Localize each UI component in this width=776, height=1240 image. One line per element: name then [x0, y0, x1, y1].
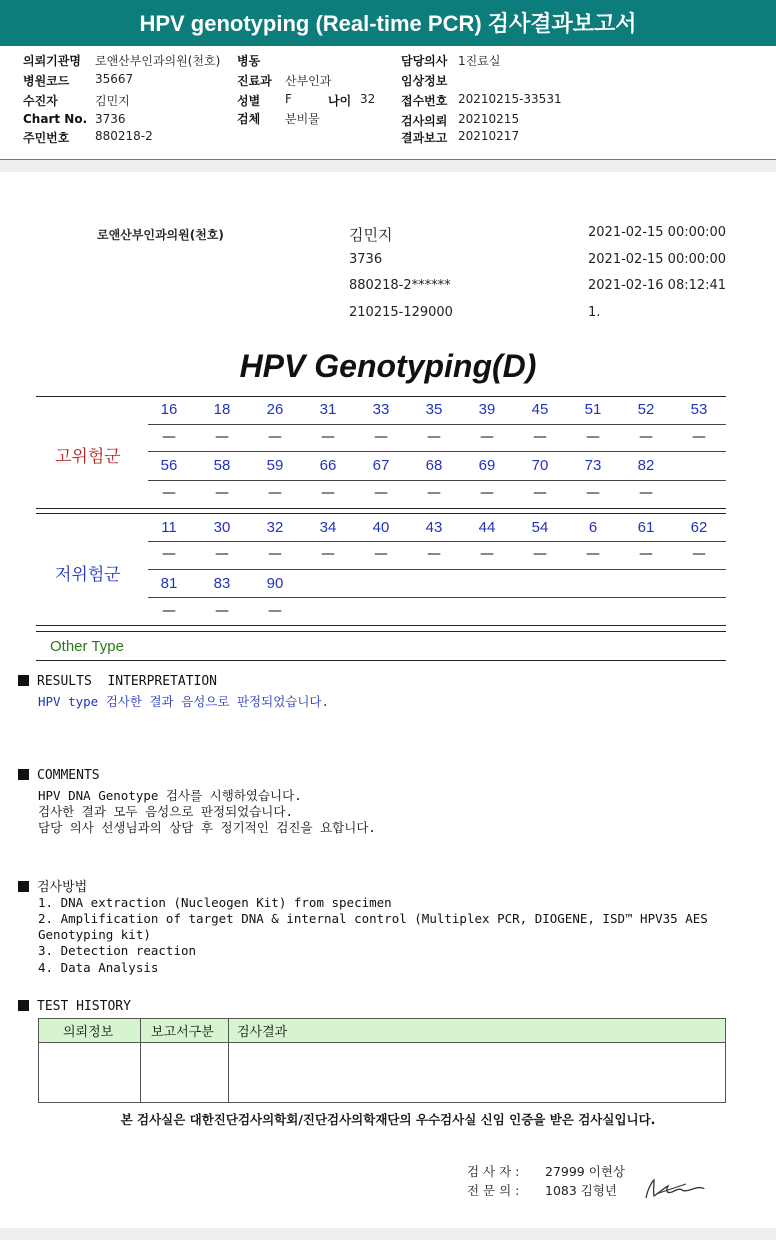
genotype-result: —: [639, 485, 653, 501]
genotype-number: 16: [160, 401, 178, 418]
info-label: 수진자: [23, 94, 58, 108]
info-label: Chart No.: [23, 112, 88, 126]
info-label: 나이: [328, 94, 352, 108]
genotype-result: —: [427, 485, 441, 501]
column-header: 검사결과: [229, 1019, 726, 1043]
square-bullet-icon: [18, 881, 29, 892]
genotype-result: —: [586, 429, 600, 445]
info-value: 880218-2: [95, 129, 153, 143]
genotype-result: —: [639, 429, 653, 445]
info-label: 성별: [237, 94, 261, 108]
method-line: 2. Amplification of target DNA & internal control (Multiplex PCR, DIOGENE, ISD™ HPV35 AES: [38, 911, 708, 926]
genotype-number: 68: [425, 457, 443, 474]
info-value: 20210215: [458, 112, 520, 126]
genotype-result: —: [321, 546, 335, 562]
table-cell: [229, 1043, 726, 1103]
divider: [36, 508, 726, 509]
comment-line: 담당 의사 선생님과의 상담 후 정기적인 검진을 요합니다.: [38, 820, 376, 835]
panel-title: HPV Genotyping(D): [239, 348, 537, 384]
date-requested: 2021-02-15 00:00:00: [588, 225, 727, 240]
info-value: 35667: [95, 72, 134, 86]
info-label: 임상정보: [401, 74, 448, 88]
method-line: 4. Data Analysis: [38, 960, 159, 975]
results-text: HPV type 검사한 결과 음성으로 판정되었습니다.: [38, 694, 330, 709]
info-label: 접수번호: [401, 94, 448, 108]
report-title: HPV genotyping (Real-time PCR) 검사결과보고서: [0, 0, 776, 46]
genotype-number: 62: [690, 519, 708, 536]
genotype-result: —: [215, 546, 229, 562]
info-label: 검체: [237, 112, 261, 126]
genotype-number: 40: [372, 519, 390, 536]
info-label: 병원코드: [23, 74, 70, 88]
page-number: 1.: [588, 305, 601, 320]
genotype-result: —: [215, 603, 229, 619]
genotype-result: —: [374, 429, 388, 445]
history-heading-text: TEST HISTORY: [37, 999, 131, 1014]
high-risk-label: 고위험군: [55, 447, 121, 467]
tester-name: 27999 이현상: [545, 1164, 625, 1179]
genotype-number: 26: [266, 401, 284, 418]
genotype-result: —: [321, 429, 335, 445]
genotype-number: 43: [425, 519, 443, 536]
sample-number: 210215-129000: [349, 305, 453, 320]
info-label: 병동: [237, 54, 261, 68]
genotype-result: —: [268, 485, 282, 501]
column-header: 보고서구분: [141, 1019, 229, 1043]
results-heading: [18, 674, 217, 689]
genotype-number: 59: [266, 457, 284, 474]
history-heading: [18, 999, 131, 1014]
square-bullet-icon: [18, 675, 29, 686]
genotype-result: —: [268, 429, 282, 445]
comments-heading: [18, 768, 100, 783]
square-bullet-icon: [18, 769, 29, 780]
genotype-number: 52: [637, 401, 655, 418]
genotype-number: 32: [266, 519, 284, 536]
date-reported: 2021-02-16 08:12:41: [588, 278, 727, 293]
info-value: 3736: [95, 112, 126, 126]
square-bullet-icon: [18, 1000, 29, 1011]
genotype-number: 56: [160, 457, 178, 474]
genotype-number: 83: [213, 575, 231, 592]
genotype-number: 82: [637, 457, 655, 474]
info-label: 결과보고: [401, 131, 448, 145]
genotype-number: 31: [319, 401, 337, 418]
genotype-result: —: [639, 546, 653, 562]
info-value: 산부인과: [285, 74, 332, 88]
genotype-result: —: [374, 485, 388, 501]
genotype-number: 11: [161, 519, 177, 536]
genotype-result: —: [427, 429, 441, 445]
genotype-result: —: [162, 546, 176, 562]
divider: [148, 424, 726, 425]
column-header: 의뢰정보: [39, 1019, 141, 1043]
genotype-number: 58: [213, 457, 231, 474]
info-value: 1진료실: [458, 54, 501, 68]
genotype-result: —: [374, 546, 388, 562]
genotype-number: 81: [160, 575, 178, 592]
genotype-number: 33: [372, 401, 390, 418]
date-collected: 2021-02-15 00:00:00: [588, 252, 727, 267]
divider: [148, 541, 726, 542]
other-type-label: Other Type: [50, 638, 124, 655]
info-label: 의뢰기관명: [23, 54, 81, 68]
method-line: 3. Detection reaction: [38, 943, 197, 958]
genotype-result: —: [692, 429, 706, 445]
divider: [36, 513, 726, 514]
divider: [36, 631, 726, 632]
separator-band: [0, 160, 776, 172]
genotype-number: 54: [531, 519, 549, 536]
chart-number: 3736: [349, 252, 383, 267]
certification-note: 본 검사실은 대한진단검사의학회/진단검사의학재단의 우수검사실 신임 인증을 받은 검사실입니다.: [120, 1112, 656, 1127]
genotype-result: —: [533, 485, 547, 501]
tester-label: 검 사 자 :: [467, 1164, 520, 1179]
divider: [148, 451, 726, 452]
genotype-number: 18: [213, 401, 231, 418]
info-value: 32: [360, 92, 376, 106]
genotype-number: 45: [531, 401, 549, 418]
method-heading: [18, 876, 87, 895]
genotype-number: 30: [213, 519, 231, 536]
results-heading-text: RESULTS INTERPRETATION: [37, 674, 218, 689]
divider: [148, 480, 726, 481]
method-line: Genotyping kit): [38, 927, 151, 942]
genotype-result: —: [162, 429, 176, 445]
genotype-number: 51: [584, 401, 602, 418]
info-value: 분비물: [285, 112, 320, 126]
low-risk-label: 저위험군: [55, 565, 121, 585]
info-value: F: [285, 92, 292, 106]
genotype-number: 34: [319, 519, 337, 536]
genotype-number: 6: [588, 519, 598, 536]
genotype-number: 39: [478, 401, 496, 418]
patient-id: 880218-2******: [349, 278, 451, 293]
separator-band: [0, 1228, 776, 1240]
info-label: 담당의사: [401, 54, 448, 68]
genotype-number: 53: [690, 401, 708, 418]
genotype-result: —: [162, 603, 176, 619]
comment-line: HPV DNA Genotype 검사를 시행하였습니다.: [38, 788, 302, 803]
genotype-number: 66: [319, 457, 337, 474]
genotype-result: —: [533, 429, 547, 445]
genotype-result: —: [586, 546, 600, 562]
info-label: 진료과: [237, 74, 272, 88]
divider: [36, 660, 726, 661]
genotype-result: —: [215, 429, 229, 445]
test-history-table: [38, 1018, 726, 1103]
clinic-name: 로앤산부인과의원(천호): [97, 228, 224, 242]
divider: [148, 569, 726, 570]
genotype-result: —: [162, 485, 176, 501]
genotype-number: 61: [637, 519, 655, 536]
method-line: 1. DNA extraction (Nucleogen Kit) from specimen: [38, 895, 392, 910]
request-info: [0, 46, 776, 160]
table-cell: [39, 1043, 141, 1103]
genotype-result: —: [586, 485, 600, 501]
info-value: 김민지: [95, 94, 130, 108]
signature-mark: [642, 1176, 708, 1202]
genotype-result: —: [480, 429, 494, 445]
genotype-result: —: [268, 546, 282, 562]
table-cell: [141, 1043, 229, 1103]
patient-name: 김민지: [349, 226, 393, 244]
genotype-number: 67: [372, 457, 390, 474]
comments-heading-text: COMMENTS: [37, 768, 100, 783]
specialist-name: 1083 김형년: [545, 1183, 618, 1198]
divider: [36, 396, 726, 397]
genotype-number: 44: [478, 519, 496, 536]
method-heading-text: 검사방법: [37, 880, 88, 895]
genotype-result: —: [215, 485, 229, 501]
info-value: 로앤산부인과의원(천호): [95, 54, 221, 68]
genotype-result: —: [480, 546, 494, 562]
divider: [148, 597, 726, 598]
genotype-result: —: [268, 603, 282, 619]
genotype-number: 90: [266, 575, 284, 592]
genotype-number: 35: [425, 401, 443, 418]
genotype-number: 70: [531, 457, 549, 474]
divider: [36, 625, 726, 626]
genotype-result: —: [427, 546, 441, 562]
genotype-number: 69: [478, 457, 496, 474]
info-value: 20210215-33531: [458, 92, 562, 106]
comment-line: 검사한 결과 모두 음성으로 판정되었습니다.: [38, 804, 293, 819]
table-header-row: [39, 1019, 726, 1043]
genotype-result: —: [692, 546, 706, 562]
table-row: [39, 1043, 726, 1103]
genotype-number: 73: [584, 457, 602, 474]
specialist-label: 전 문 의 :: [467, 1183, 520, 1198]
genotype-result: —: [480, 485, 494, 501]
genotype-result: —: [533, 546, 547, 562]
genotype-result: —: [321, 485, 335, 501]
info-label: 주민번호: [23, 131, 70, 145]
info-value: 20210217: [458, 129, 520, 143]
info-label: 검사의뢰: [401, 114, 448, 128]
